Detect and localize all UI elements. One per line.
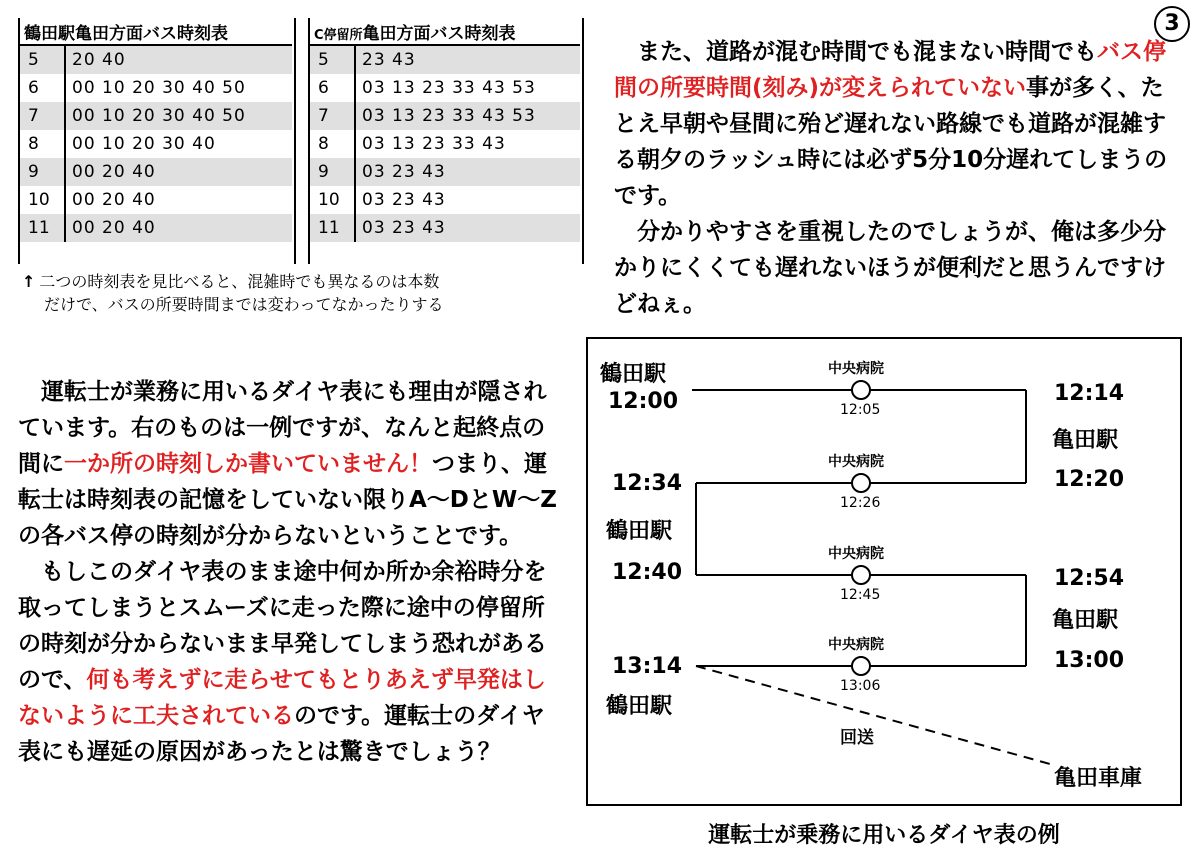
time-t1-mid: 12:05 [840,402,881,418]
up-arrow-icon: ↑ [22,272,36,291]
timetable-1 [20,18,292,242]
timetable-2-row [310,102,580,130]
time-t4-arr: 13:14 [612,654,683,679]
stop-circle-2 [852,474,870,492]
timetable-2-minutes: 03 13 23 33 43 53 [362,78,536,98]
timetable-2-row [310,74,580,102]
right-paragraph-2: 分かりやすさを重視したのでしょうが、俺は多少分かりにくくても遅れないほうが便利だと思うんですけどねぇ。 [614,219,1166,317]
timetable-1-minutes: 20 40 [65,45,292,74]
tsuruta-label-2: 鶴田駅 [606,519,673,544]
timetable-1-row [20,186,292,214]
timetable-1-minutes: 00 20 40 [65,158,292,186]
timetable-1-hour: 11 [20,214,65,242]
timetable-1-row [20,214,292,242]
timetable-2-title [310,18,580,45]
timetable-1-hour: 7 [20,102,65,130]
left-paragraph-2 [18,554,566,770]
stop-name-3: 中央病院 [828,546,884,562]
timetable-caption-line1: 二つの時刻表を見比べると、混雑時でも異なるのは本数 [39,272,440,291]
left-text-block [18,374,566,770]
timetable-1-hour: 5 [20,45,65,74]
time-t3-mid: 12:45 [840,587,881,603]
timetable-2-hour: 9 [310,158,355,186]
timetable-2-row [310,158,580,186]
stop-circle-1 [852,381,870,399]
right-p1-text-b: 事が多く、たとえ早朝や昼間に殆ど遅れない路線でも道路が混雑する朝夕のラッシュ時には必ず5分10分遅れてしまうのです。 [614,75,1168,209]
right-paragraph-1 [614,34,1180,214]
timetable-2-minutes: 23 43 [355,45,580,74]
timetable-1-hour: 9 [20,158,65,186]
timetable-1-minutes: 00 10 20 30 40 50 [72,78,246,98]
timetable-1-row [20,158,292,186]
stop-name-1: 中央病院 [828,361,884,377]
left-p2-text-b: のです。運転士のダイヤ表にも遅延の原因があったとは驚きでしょう？ [18,703,545,765]
depot-label: 亀田車庫 [1054,766,1143,791]
driver-diagram-box [586,337,1182,806]
timetable-2-minutes: 03 23 43 [355,214,580,242]
timetable-1-minutes: 00 20 40 [72,190,156,210]
timetable-2-title-prefix: C停留所 [314,27,363,43]
left-p2-text-a: もしこのダイヤ表のまま途中何か所か余裕時分を取ってしまうとスムーズに走った際に途中の停留所の時刻が分からないまま早発してしまう恐れがあるので、 [18,559,547,693]
stop-circle-3 [852,566,870,584]
time-t4-dep: 13:00 [1054,648,1125,673]
timetable-1-minutes: 00 20 40 [65,214,292,242]
timetable-1-row [20,45,292,74]
timetable-1-hour: 6 [20,74,65,102]
time-t1-arr: 12:14 [1054,381,1125,406]
timetable-2-minutes: 03 23 43 [362,190,446,210]
time-t3-arr: 12:54 [1054,566,1125,591]
timetable-2-hour: 6 [310,74,355,102]
stop-name-2: 中央病院 [828,454,884,470]
timetable-2 [310,18,580,242]
stop-circle-4 [852,657,870,675]
right-p1-text-a: また、道路が混む時間でも混まない時間でも [637,39,1097,65]
timetable-2-title-main: 亀田方面バス時刻表 [362,23,516,44]
timetable-caption [22,270,592,316]
timetable-1-row [20,102,292,130]
right-p1-highlight: バス停間の所要時間(刻み)が変えられていない [614,39,1166,101]
left-p1-highlight: 一か所の時刻しか書いていません！ [64,451,432,477]
timetable-1-minutes: 00 10 20 30 40 [72,134,216,154]
timetable-2-minutes: 03 23 43 [355,158,580,186]
time-t4-mid: 13:06 [840,678,881,694]
timetable-1-hour: 8 [20,130,65,158]
timetable-2-row [310,130,580,158]
timetable-2-hour: 11 [310,214,355,242]
timetable-2-row [310,186,580,214]
deadhead-label: 回送 [840,728,874,748]
left-paragraph-1 [18,374,566,554]
timetable-2-hour: 5 [310,45,355,74]
timetable-2-hour: 7 [310,102,355,130]
timetable-2-hour: 10 [310,186,355,214]
time-t1-dep: 12:00 [608,389,679,414]
kameda-label-1: 亀田駅 [1052,428,1119,453]
left-p2-highlight: 何も考えずに走らせてもとりあえず早発はしないように工夫されている [18,667,546,729]
timetable-1-minutes: 00 10 20 30 40 50 [65,102,292,130]
kameda-label-2: 亀田駅 [1052,608,1119,633]
tsuruta-label-1: 鶴田駅 [600,362,667,387]
timetable-2-row [310,45,580,74]
timetable-2-minutes: 03 13 23 33 43 [362,134,506,154]
diagram-caption: 運転士が乗務に用いるダイヤ表の例 [708,823,1060,848]
timetable-caption-line2: だけで、バスの所要時間までは変わってなかったりする [44,295,444,314]
time-t2-dep: 12:20 [1054,467,1125,492]
timetable-1-row [20,130,292,158]
timetable-2-row [310,214,580,242]
stop-name-4: 中央病院 [828,637,884,653]
time-t2-arr: 12:34 [612,471,683,496]
timetable-1-row [20,74,292,102]
timetable-1-title: 鶴田駅亀田方面バス時刻表 [20,18,292,45]
right-text-block [614,34,1180,322]
timetable-2-minutes: 03 13 23 33 43 53 [355,102,580,130]
time-t2-mid: 12:26 [840,495,881,511]
timetable-2-hour: 8 [310,130,355,158]
left-p1-text-a: 運転士が業務に用いるダイヤ表にも理由が隠されています。右のものは一例ですが、なんと起終点の間に [18,379,547,477]
tsuruta-label-3: 鶴田駅 [606,694,673,719]
page-number: 3 [1154,6,1190,42]
timetable-1-hour: 10 [20,186,65,214]
time-t3-dep: 12:40 [612,560,683,585]
left-p1-text-b: つまり、運転士は時刻表の記憶をしていない限りA～DとW～Zの各バス停の時刻が分からないということです。 [18,451,557,549]
